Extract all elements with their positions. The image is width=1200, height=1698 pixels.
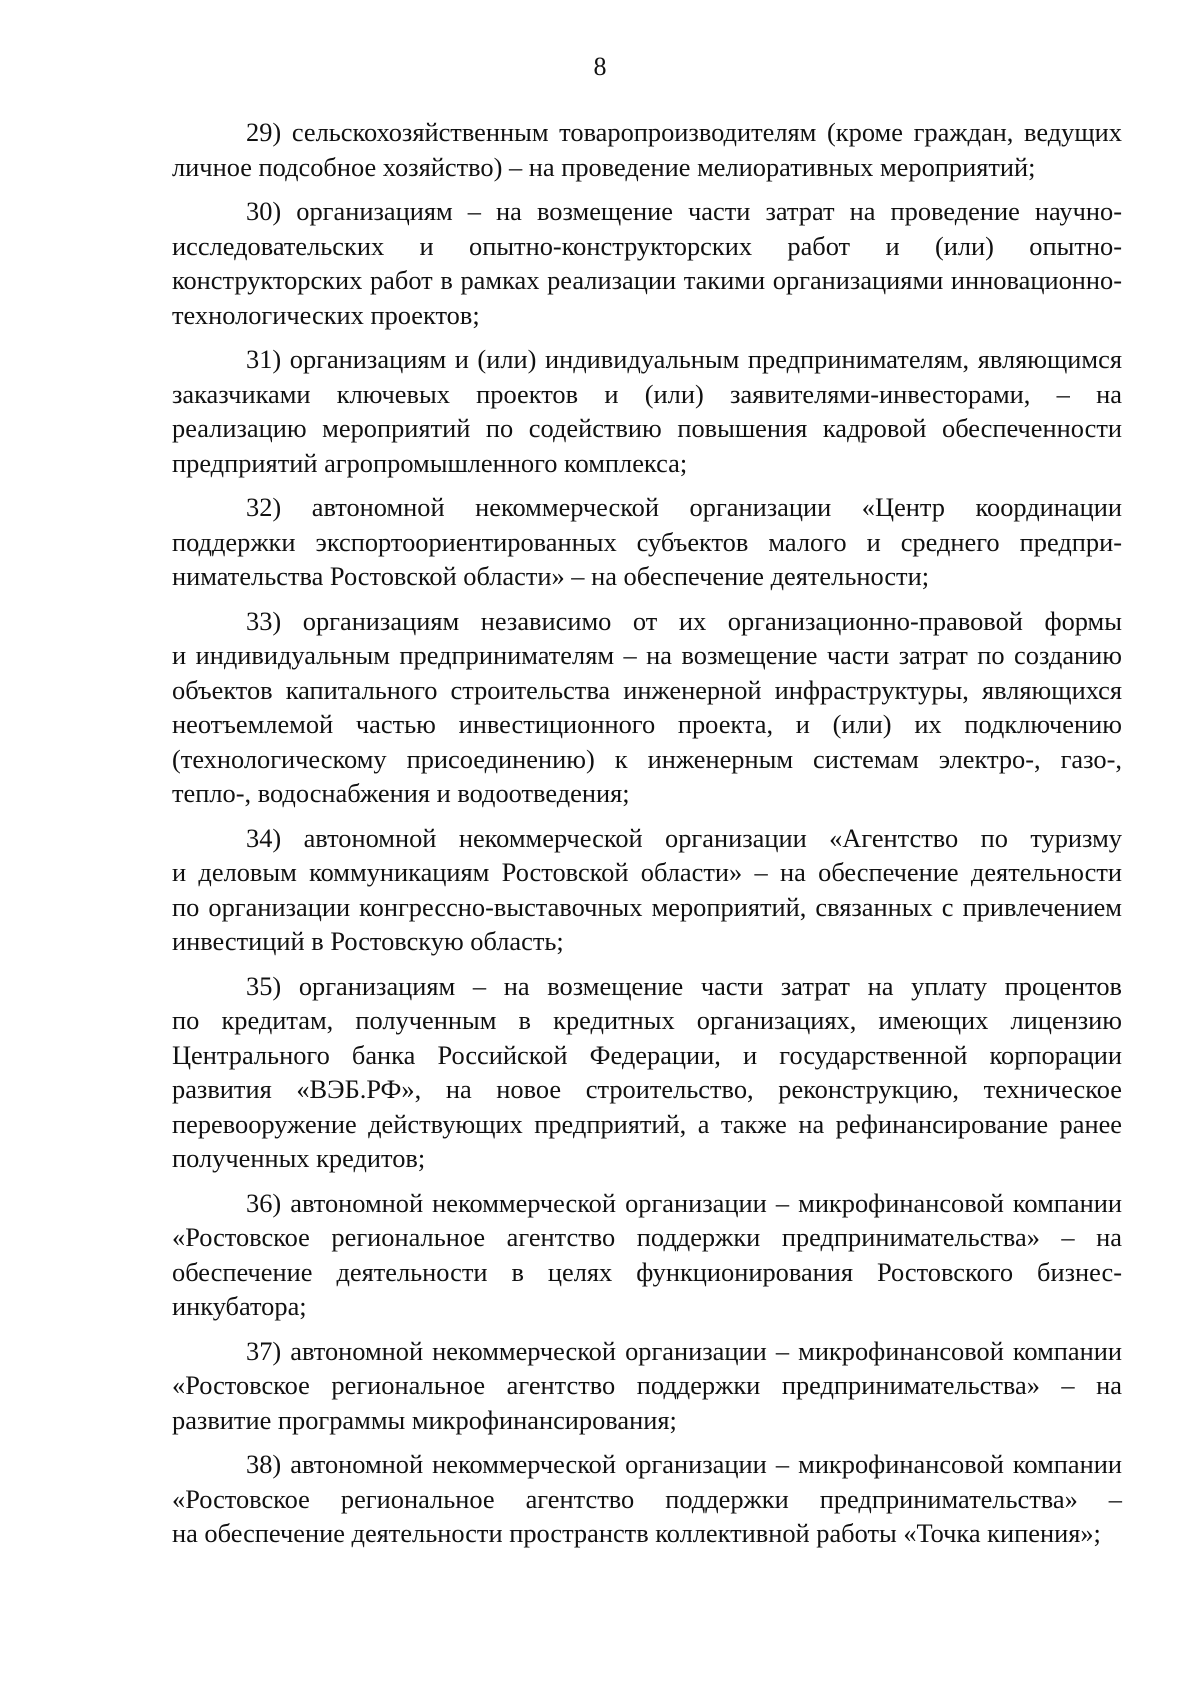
list-item-30: 30) организациям – на возмещение части затрат на проведение научно-исследовательских и опытно-конструкторских работ и (или) опытно-конструкторских работ в рамках реализации такими организациями инновационно-технологических проектов; (172, 196, 1122, 330)
list-item-34: 34) автономной некоммерческой организации «Агентство по туризму и деловым коммуникациям Ростовской области» – на обеспечение деятельности по организации конгрессно-выставочных мероприятий, связанных с привлечением инвестиций в Ростовскую область; (172, 822, 1122, 956)
list-item-32: 32) автономной некоммерческой организации «Центр координации поддержки экспортоориентированных субъектов малого и среднего предпринимательства Ростовской области» – на обеспечение деятельности; (172, 492, 1122, 591)
list-item-33: 33) организациям независимо от их организационно-правовой формы и индивидуальным предпринимателям – на возмещение части затрат по созданию объектов капитального строительства инженерной инфраструктуры, являющихся неотъемлемой частью инвестиционного проекта, и (или) их подключению (технологическому присоединению) к инженерным системам электро-, газо-, тепло-, водоснабжения и водоотведения; (172, 605, 1122, 808)
list-item-35: 35) организациям – на возмещение части затрат на уплату процентов по кредитам, полученным в кредитных организациях, имеющих лицензию Центрального банка Российской Федерации, и государственной корпорации развития «ВЭБ.РФ», на новое строительство, реконструкцию, техническое перевооружение действующих предприятий, а также на рефинансирование ранее полученных кредитов; (172, 970, 1122, 1173)
document-body (172, 115, 1122, 1561)
list-item-31: 31) организациям и (или) индивидуальным предпринимателям, являющимся заказчиками ключевых проектов и (или) заявителями-инвесторами, – на реализацию мероприятий по содействию повышения кадровой обеспеченности предприятий агропромышленного комплекса; (172, 344, 1122, 478)
page-number: 8 (593, 52, 607, 81)
list-item-38: 38) автономной некоммерческой организации – микрофинансовой компании «Ростовское региональное агентство поддержки предпринимательства» – на обеспечение деятельности пространств коллективной работы «Точка кипения»; (172, 1449, 1122, 1548)
list-item-37: 37) автономной некоммерческой организации – микрофинансовой компании «Ростовское региональное агентство поддержки предпринимательства» – на развитие программы микрофинансирования; (172, 1335, 1122, 1435)
list-item-29: 29) сельскохозяйственным товаропроизводителям (кроме граждан, ведущих личное подсобное хозяйство) – на проведение мелиоративных мероприятий; (172, 117, 1122, 182)
list-item-36: 36) автономной некоммерческой организации – микрофинансовой компании «Ростовское региональное агентство поддержки предпринимательства» – на обеспечение деятельности в целях функционирования Ростовского бизнес-инкубатора; (172, 1187, 1122, 1321)
